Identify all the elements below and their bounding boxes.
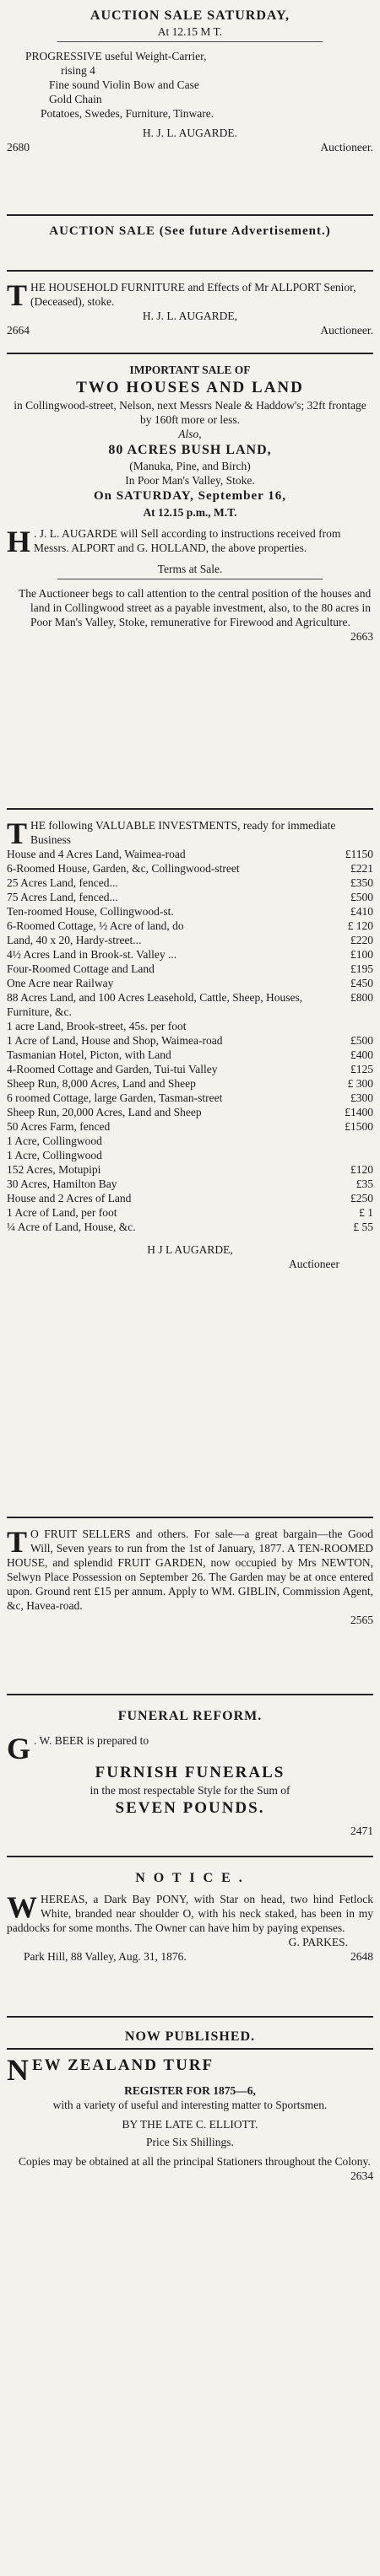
investment-row <box>7 1191 373 1205</box>
investment-row <box>7 1105 373 1119</box>
investment-label: 152 Acres, Motupipi <box>7 1163 101 1176</box>
ad3-signature: H. J. L. AUGARDE, <box>142 310 238 322</box>
investment-label: Four-Roomed Cottage and Land <box>7 962 155 975</box>
investment-row <box>7 904 373 919</box>
investment-row <box>7 890 373 904</box>
investment-row <box>7 933 373 947</box>
investment-amount: £ 55 <box>353 1221 373 1233</box>
investment-amount: £220 <box>350 934 373 946</box>
investment-label: 88 Acres Land, and 100 Acres Leasehold, Cattle, Sheep, Houses, Furniture, &c. <box>7 991 303 1018</box>
investment-label: Land, 40 x 20, Hardy-street... <box>7 934 142 946</box>
investment-row <box>7 1019 373 1033</box>
investment-row <box>7 962 373 976</box>
investment-label: 6-Roomed House, Garden, &c, Collingwood-street <box>7 862 240 875</box>
ad5-intro: HE following VALUABLE INVESTMENTS, ready for immediate Business <box>30 819 336 846</box>
investment-label: 6 roomed Cottage, large Garden, Tasman-street <box>7 1091 223 1104</box>
investment-label: 50 Acres Farm, fenced <box>7 1120 111 1133</box>
investment-amount: £400 <box>350 1048 373 1061</box>
ad4-heading2: 80 ACRES BUSH LAND, <box>108 443 272 457</box>
investment-amount: £500 <box>350 891 373 903</box>
investment-row <box>7 1062 373 1076</box>
investment-amount: £125 <box>350 1063 373 1075</box>
ad3-drop-cap: T <box>7 278 28 312</box>
ad1-divider <box>57 41 323 42</box>
investment-row <box>7 1162 373 1177</box>
ad1-line-3: Gold Chain <box>49 93 102 105</box>
ad9-price: Price Six Shillings. <box>146 2136 234 2148</box>
ad4-kicker: IMPORTANT SALE OF <box>129 364 251 376</box>
investment-row <box>7 1205 373 1220</box>
ad9-by: BY THE LATE C. ELLIOTT. <box>122 2118 258 2131</box>
investment-row <box>7 976 373 990</box>
ad-nz-turf-register <box>7 2018 373 2210</box>
investment-label: 1 Acre, Collingwood <box>7 1134 102 1147</box>
investment-label: House and 4 Acres Land, Waimea-road <box>7 848 186 860</box>
ad4-body-text: . J. L. AUGARDE will Sell according to instructions received from Messrs. ALPORT and G. HOLLAND, the above properties. <box>34 527 341 554</box>
investment-amount: £800 <box>350 991 373 1004</box>
ad1-line-1: rising 4 <box>61 64 95 77</box>
ad4-number: 2663 <box>350 630 373 643</box>
ad3-number: 2664 <box>7 324 30 337</box>
investment-label: 4½ Acres Land in Brook-st. Valley ... <box>7 948 177 961</box>
investment-label: ¼ Acre of Land, House, &c. <box>7 1221 136 1233</box>
investment-row <box>7 1220 373 1234</box>
ad8-address: Park Hill, 88 Valley, Aug. 31, 1876. <box>24 1950 187 1963</box>
ad4-heading: TWO HOUSES AND LAND <box>76 379 304 396</box>
ad1-role: Auctioneer. <box>320 141 373 154</box>
ad1-footer <box>7 140 373 154</box>
investment-amount: £350 <box>350 876 373 889</box>
investment-row <box>7 1048 373 1062</box>
ad2-heading: AUCTION SALE (See future Advertisement.) <box>49 224 331 238</box>
investment-row <box>7 1148 373 1162</box>
ad5-signature: H J L AUGARDE, <box>147 1243 233 1256</box>
ad9-rule <box>7 2048 373 2050</box>
investment-amount: £221 <box>350 862 373 875</box>
investment-amount: £1400 <box>345 1106 373 1118</box>
ad4-desc1: in Collingwood-street, Nelson, next Messrs Neale & Haddow's; 32ft frontage by 160ft more or less. <box>14 399 366 426</box>
investment-label: 30 Acres, Hamilton Bay <box>7 1178 117 1190</box>
ad3-body <box>7 278 373 312</box>
investment-amount: £120 <box>350 1163 373 1176</box>
ad9-desc: with a variety of useful and interesting matter to Sportsmen. <box>52 2099 328 2111</box>
ad3-text: HE HOUSEHOLD FURNITURE and Effects of Mr ALLPORT Senior, (Deceased), stoke. <box>30 281 356 308</box>
ad1-heading: AUCTION SALE SATURDAY, <box>90 8 290 23</box>
ad4-also: Also, <box>178 428 202 440</box>
investment-label: 75 Acres Land, fenced... <box>7 891 118 903</box>
ad7-heading: FUNERAL REFORM. <box>117 1709 263 1723</box>
investment-amount: £35 <box>356 1178 373 1190</box>
ad9-footer: Copies may be obtained at all the principal Stationers throughout the Colony. <box>19 2155 371 2168</box>
ad4-drop-cap: H <box>7 525 31 558</box>
ad1-time: At 12.15 M T. <box>157 25 223 38</box>
ad7-line2: in the most respectable Style for the Sum of <box>90 1784 290 1797</box>
investment-row <box>7 1119 373 1134</box>
investment-row <box>7 1134 373 1148</box>
ad4-body <box>7 525 373 558</box>
ad-two-houses-land <box>7 354 373 810</box>
ad4-desc2: In Poor Man's Valley, Stoke. <box>125 474 255 487</box>
investment-row <box>7 1091 373 1105</box>
ad7-line1: . W. BEER is prepared to <box>34 1734 149 1747</box>
investment-amount: £ 300 <box>347 1077 373 1090</box>
investment-label: Tasmanian Hotel, Picton, with Land <box>7 1048 171 1061</box>
ad4-date: On SATURDAY, September 16, <box>93 489 287 503</box>
investment-amount: £ 1 <box>359 1206 373 1219</box>
ad1-signature: H. J. L. AUGARDE. <box>142 127 238 139</box>
ad8-heading: N O T I C E . <box>135 1871 245 1885</box>
ad7-number: 2471 <box>350 1824 373 1837</box>
ad-notice-pony <box>7 1857 373 2018</box>
ad1-line-0: PROGRESSIVE useful Weight-Carrier, <box>25 50 207 62</box>
investment-label: 1 acre Land, Brook-street, 45s. per foot <box>7 1020 187 1032</box>
ad6-drop-cap: T <box>7 1525 28 1559</box>
ad7-drop-cap: G <box>7 1732 31 1765</box>
ad8-body <box>7 1892 373 1935</box>
ad1-number: 2680 <box>7 141 30 154</box>
investment-amount: £500 <box>350 1034 373 1047</box>
ad6-text: O FRUIT SELLERS and others. For sale—a great bargain—the Good Will, Seven years to run from the 1st of January, 1877. A TEN-ROOMED HOUSE, and splendid FRUIT GARDEN, now occupied by Mrs NEWTON, Selwyn Place Possession on September 26. The Garden may be at once entered upon. Ground rent £15 per annum. Apply to WM. GIBLIN, Commission Agent, &c, Havea-road. <box>7 1528 373 1612</box>
investment-label: 1 Acre of Land, House and Shop, Waimea-road <box>7 1034 223 1047</box>
investment-row <box>7 1076 373 1091</box>
investment-amount: £1500 <box>345 1120 373 1133</box>
ad3-role: Auctioneer. <box>320 324 373 337</box>
ad5-role: Auctioneer <box>289 1258 339 1270</box>
investment-amount: £1150 <box>345 848 373 860</box>
investment-label: 1 Acre of Land, per foot <box>7 1206 117 1219</box>
investment-amount: £450 <box>350 977 373 989</box>
ad5-intro-block <box>7 816 373 850</box>
investment-row <box>7 1033 373 1048</box>
ad8-drop-cap: W <box>7 1890 37 1924</box>
investment-row <box>7 861 373 876</box>
ad-valuable-investments <box>7 810 373 1518</box>
ad1-line-4: Potatoes, Swedes, Furniture, Tinware. <box>41 107 214 120</box>
ad-fruit-sellers <box>7 1518 373 1695</box>
ad-column <box>7 0 373 2210</box>
investment-amount: £195 <box>350 962 373 975</box>
investment-label: House and 2 Acres of Land <box>7 1192 132 1204</box>
investment-row <box>7 990 373 1019</box>
ad6-number: 2565 <box>350 1614 373 1626</box>
investment-label: Ten-roomed House, Collingwood-st. <box>7 905 174 918</box>
ad3-footer <box>7 323 373 337</box>
ad4-note: The Auctioneer begs to call attention to the central position of the houses and land in Collingwood street as a payable investment, also, to the 80 acres in Poor Man's Valley, Stoke, remunerative for Firewood and Agriculture. <box>19 587 372 628</box>
investment-row <box>7 919 373 933</box>
ad7-line1-block <box>7 1732 373 1765</box>
ad-household-furniture <box>7 272 373 354</box>
ad4-sub2: (Manuka, Pine, and Birch) <box>129 460 251 472</box>
ad9-drop-cap: N <box>7 2053 29 2087</box>
investment-row <box>7 847 373 861</box>
investment-label: 6-Roomed Cottage, ½ Acre of land, do <box>7 919 184 932</box>
ad7-big1: FURNISH FUNERALS <box>95 1764 285 1781</box>
ad9-heading: NOW PUBLISHED. <box>124 2029 256 2044</box>
investment-row <box>7 876 373 890</box>
investment-row <box>7 1177 373 1191</box>
ad9-number: 2634 <box>350 2169 373 2182</box>
ad4-time: At 12.15 p.m., M.T. <box>143 506 237 519</box>
ad9-title-block <box>7 2053 373 2087</box>
ad8-number: 2648 <box>350 1950 373 1963</box>
investment-row <box>7 947 373 962</box>
ad9-sub: REGISTER FOR 1875—6, <box>124 2084 256 2097</box>
ad-auction-future <box>7 216 373 272</box>
investment-label: 25 Acres Land, fenced... <box>7 876 118 889</box>
investment-label: 4-Roomed Cottage and Garden, Tui-tui Valley <box>7 1063 218 1075</box>
ad1-line-2: Fine sound Violin Bow and Case <box>49 78 199 91</box>
ad7-big2: SEVEN POUNDS. <box>115 1799 265 1817</box>
investment-list <box>7 847 373 1234</box>
ad5-drop-cap: T <box>7 816 28 850</box>
investment-amount: £ 120 <box>347 919 373 932</box>
ad9-title: EW ZEALAND TURF <box>32 2056 214 2074</box>
ad8-text: HEREAS, a Dark Bay PONY, with Star on head, two hind Fetlock White, branded near shoulder O, with his neck staked, has been in my paddocks for some months. The Owner can have him by paying expenses. <box>7 1893 373 1934</box>
investment-amount: £300 <box>350 1091 373 1104</box>
investment-label: One Acre near Railway <box>7 977 114 989</box>
ad6-body <box>7 1527 373 1613</box>
ad-funeral-reform <box>7 1695 373 1857</box>
ad4-terms: Terms at Sale. <box>157 563 223 575</box>
investment-amount: £250 <box>350 1192 373 1204</box>
investment-label: 1 Acre, Collingwood <box>7 1149 102 1161</box>
ad8-footer <box>7 1949 373 1964</box>
investment-amount: £410 <box>350 905 373 918</box>
investment-label: Sheep Run, 20,000 Acres, Land and Sheep <box>7 1106 202 1118</box>
investment-label: Sheep Run, 8,000 Acres, Land and Sheep <box>7 1077 196 1090</box>
ad-auction-saturday <box>7 0 373 216</box>
ad8-signature: G. PARKES. <box>288 1936 348 1948</box>
investment-amount: £100 <box>350 948 373 961</box>
